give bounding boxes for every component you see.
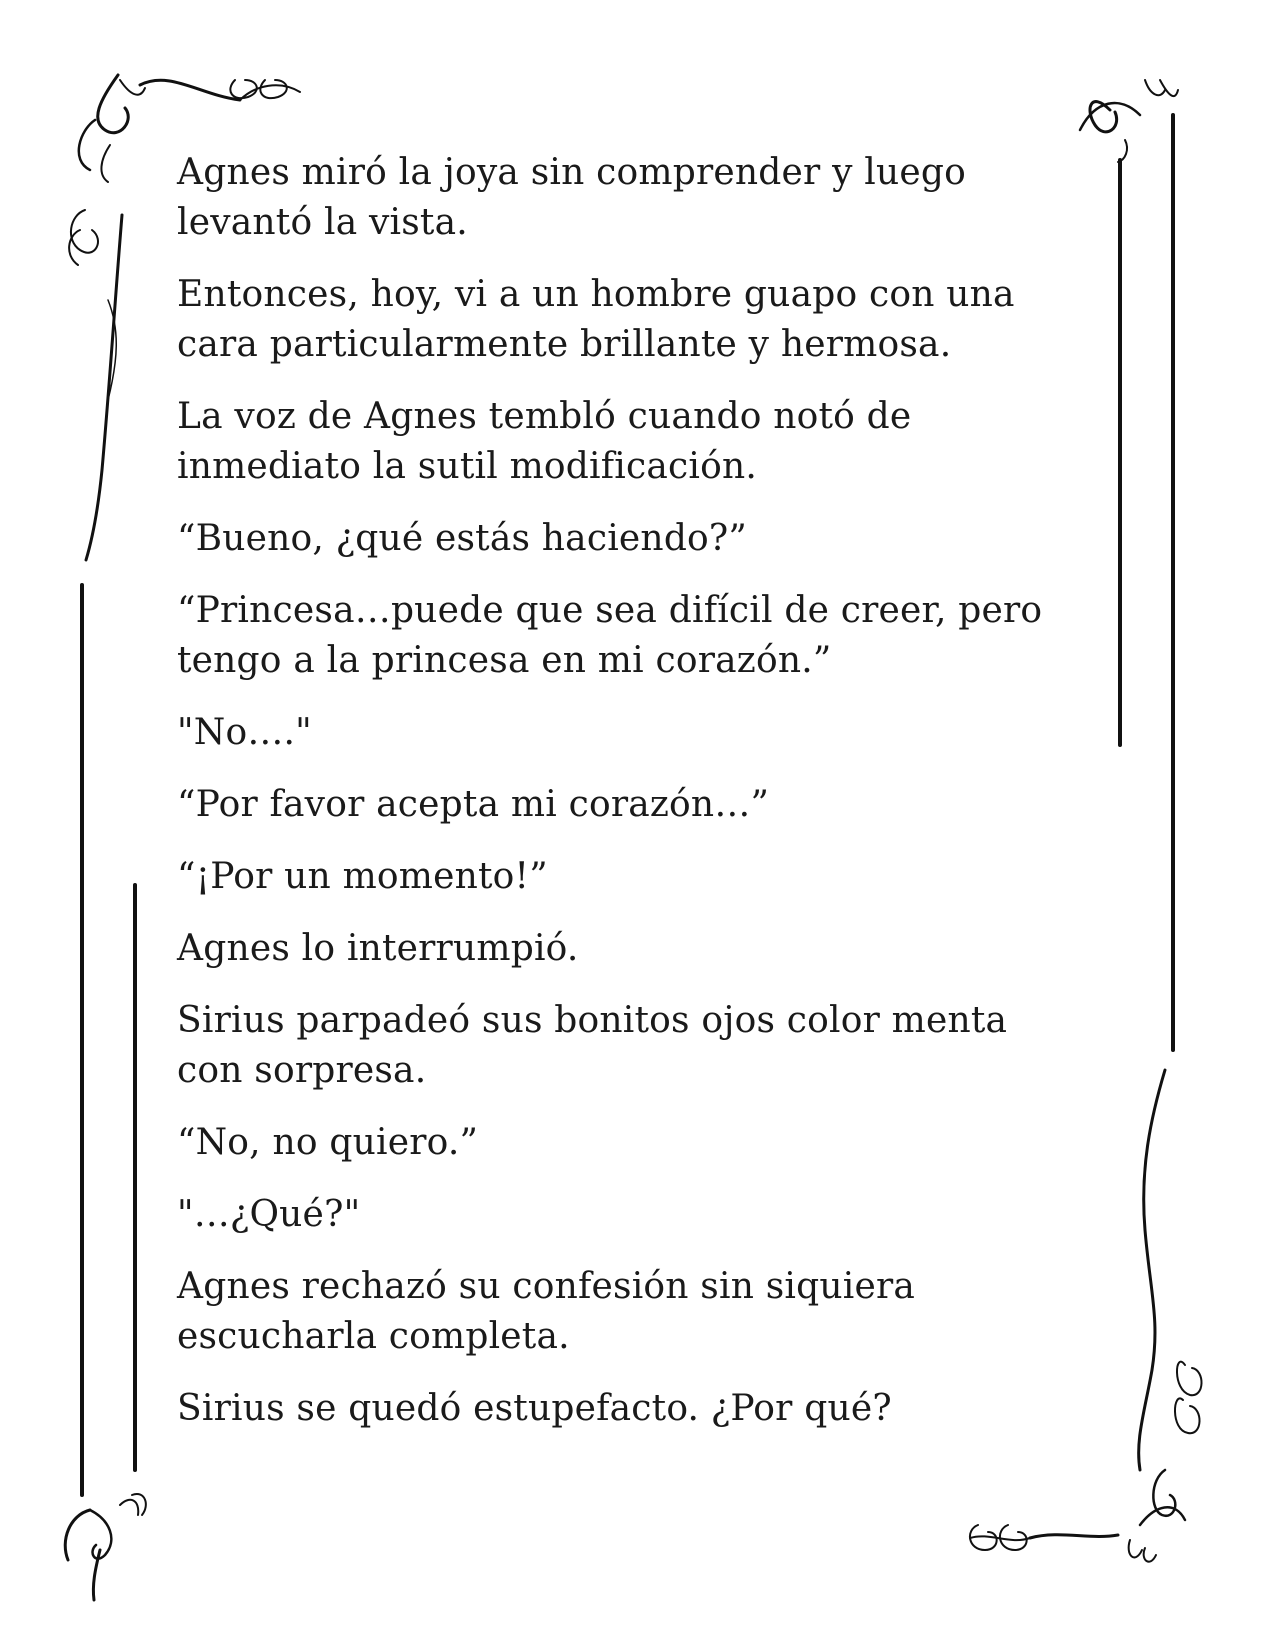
paragraph: “Bueno, ¿qué estás haciendo?” — [177, 518, 748, 559]
paragraph: “No, no quiero.” — [177, 1122, 479, 1163]
paragraph: Agnes lo interrumpió. — [177, 928, 579, 969]
paragraph: La voz de Agnes tembló cuando notó de inmediato la sutil modificación. — [177, 396, 912, 487]
paragraph: “¡Por un momento!” — [177, 856, 548, 897]
bottom-left-flourish-icon — [65, 1494, 146, 1600]
body-text — [177, 148, 1097, 1456]
paragraph: Agnes miró la joya sin comprender y luego levantó la vista. — [177, 152, 966, 243]
paragraph: Entonces, hoy, vi a un hombre guapo con una cara particularmente brillante y hermosa. — [177, 274, 1015, 365]
paragraph: Agnes rechazó su confesión sin siquiera escucharla completa. — [177, 1266, 916, 1357]
paragraph: “Por favor acepta mi corazón…” — [177, 784, 770, 825]
paragraph: “Princesa…puede que sea difícil de creer, pero tengo a la princesa en mi corazón.” — [177, 590, 1043, 681]
paragraph: Sirius parpadeó sus bonitos ojos color menta con sorpresa. — [177, 1000, 1008, 1091]
paragraph: Sirius se quedó estupefacto. ¿Por qué? — [177, 1388, 892, 1429]
paragraph: "…¿Qué?" — [177, 1194, 361, 1235]
paragraph: "No…." — [177, 712, 312, 753]
